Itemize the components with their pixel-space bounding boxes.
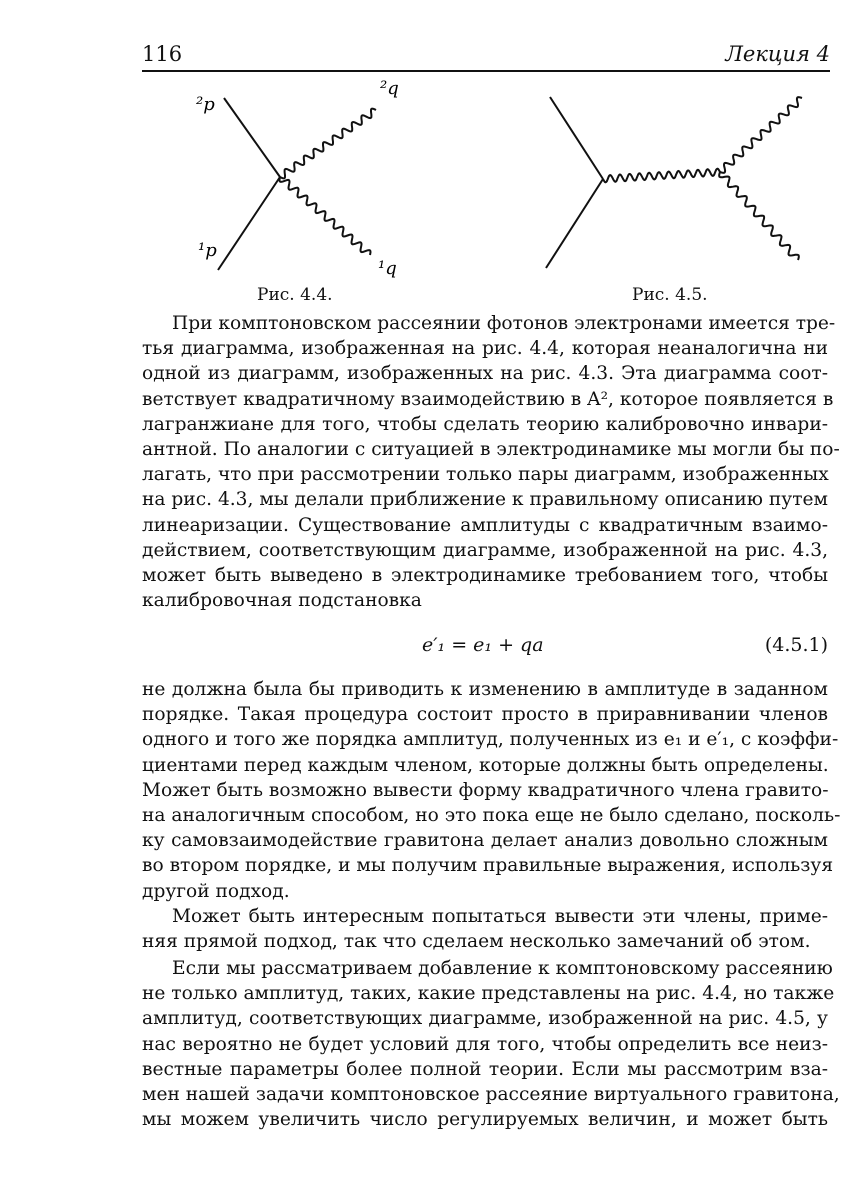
text-line: лагать, что при рассмотрении только пары диаграмм, изображенных xyxy=(142,464,829,486)
header-rule xyxy=(142,70,830,72)
graviton-propagator xyxy=(603,169,720,183)
paragraph-3 xyxy=(142,904,828,954)
figure-4-5-diagram xyxy=(540,80,820,280)
text-line: порядке. Такая процедура состоит просто в приравнивании членов xyxy=(142,704,828,726)
text-line: на аналогичным способом, но это пока еще не было сделано, посколь- xyxy=(142,805,841,827)
electron-line-lower xyxy=(546,179,603,268)
figure-4-5-caption: Рис. 4.5. xyxy=(632,285,708,305)
paragraph-1 xyxy=(142,311,840,613)
page-header xyxy=(142,42,830,70)
graviton-line-lower xyxy=(719,172,799,260)
text-line: не должна была бы приводить к изменению в амплитуде в заданном xyxy=(142,679,828,700)
equation-4-5-1 xyxy=(142,634,828,666)
text-line: Может быть интересным попытаться вывести эти члены, приме- xyxy=(172,906,828,927)
text-line: во втором порядке, и мы получим правильные выражения, используя xyxy=(142,855,834,877)
label-top-left: ²p xyxy=(196,94,215,115)
text-line: не только амплитуд, таких, какие представлены на рис. 4.4, но также xyxy=(142,983,835,1005)
text-line: одного и того же порядка амплитуд, полученных из e₁ и e′₁, с коэффи- xyxy=(142,729,839,751)
text-line: нас вероятно не будет условий для того, чтобы определить все неиз- xyxy=(142,1033,828,1055)
paragraph-4 xyxy=(142,956,840,1132)
text-line: мы можем увеличить число регулируемых величин, и может быть xyxy=(142,1109,828,1131)
page-number: 116 xyxy=(142,42,183,66)
text-line: При комптоновском рассеянии фотонов электронами имеется тре- xyxy=(172,313,836,334)
electron-line-in xyxy=(218,177,280,270)
equation-number: (4.5.1) xyxy=(764,634,828,656)
paragraph-2 xyxy=(142,677,841,904)
electron-line-upper xyxy=(550,97,603,179)
text-line: ветствует квадратичному взаимодействию в A², которое появляется в xyxy=(142,388,834,410)
graviton-line-upper xyxy=(720,97,802,173)
text-line: одной из диаграмм, изображенных на рис. 4.3. Эта диаграмма соот- xyxy=(142,363,828,385)
label-top-right: ²q xyxy=(380,80,399,99)
electron-line-out xyxy=(224,98,280,177)
text-line: калибровочная подстановка xyxy=(142,590,422,612)
text-line: тья диаграмма, изображенная на рис. 4.4, которая неаналогична ни xyxy=(142,338,828,360)
label-bottom-right: ¹q xyxy=(378,258,397,279)
text-line: лагранжиане для того, чтобы сделать теорию калибровочно инвари- xyxy=(142,413,828,435)
text-line: может быть выведено в электродинамике требованием того, чтобы xyxy=(142,565,828,587)
text-line: вестные параметры более полной теории. Если мы рассмотрим вза- xyxy=(142,1058,828,1080)
photon-line-in xyxy=(280,177,371,255)
running-head: Лекция 4 xyxy=(725,42,830,66)
text-line: циентами перед каждым членом, которые должны быть определены. xyxy=(142,754,829,776)
text-line: няя прямой подход, так что сделаем несколько замечаний об этом. xyxy=(142,931,811,953)
text-line: антной. По аналогии с ситуацией в электродинамике мы могли бы по- xyxy=(142,439,840,461)
label-bottom-left: ¹p xyxy=(198,240,217,261)
text-line: на рис. 4.3, мы делали приближение к правильному описанию путем xyxy=(142,489,828,511)
text-line: линеаризации. Существование амплитуды с квадратичным взаимо- xyxy=(142,514,828,536)
figure-4-4-diagram xyxy=(180,80,420,280)
text-line: Если мы рассматриваем добавление к комптоновскому рассеянию xyxy=(172,958,833,979)
text-line: амплитуд, соответствующих диаграмме, изображенной на рис. 4.5, у xyxy=(142,1008,828,1030)
text-line: Может быть возможно вывести форму квадратичного члена гравито- xyxy=(142,779,829,801)
text-line: другой подход. xyxy=(142,880,290,902)
text-line: ку самовзаимодействие гравитона делает анализ довольно сложным xyxy=(142,830,828,852)
text-line: действием, соответствующим диаграмме, изображенной на рис. 4.3, xyxy=(142,539,828,561)
figure-4-4-caption: Рис. 4.4. xyxy=(257,285,333,305)
photon-line-out xyxy=(280,109,376,179)
figures-row xyxy=(0,80,861,310)
equation-body: e′₁ = e₁ + qa xyxy=(422,634,544,656)
text-line: мен нашей задачи комптоновское рассеяние виртуального гравитона, xyxy=(142,1084,840,1106)
